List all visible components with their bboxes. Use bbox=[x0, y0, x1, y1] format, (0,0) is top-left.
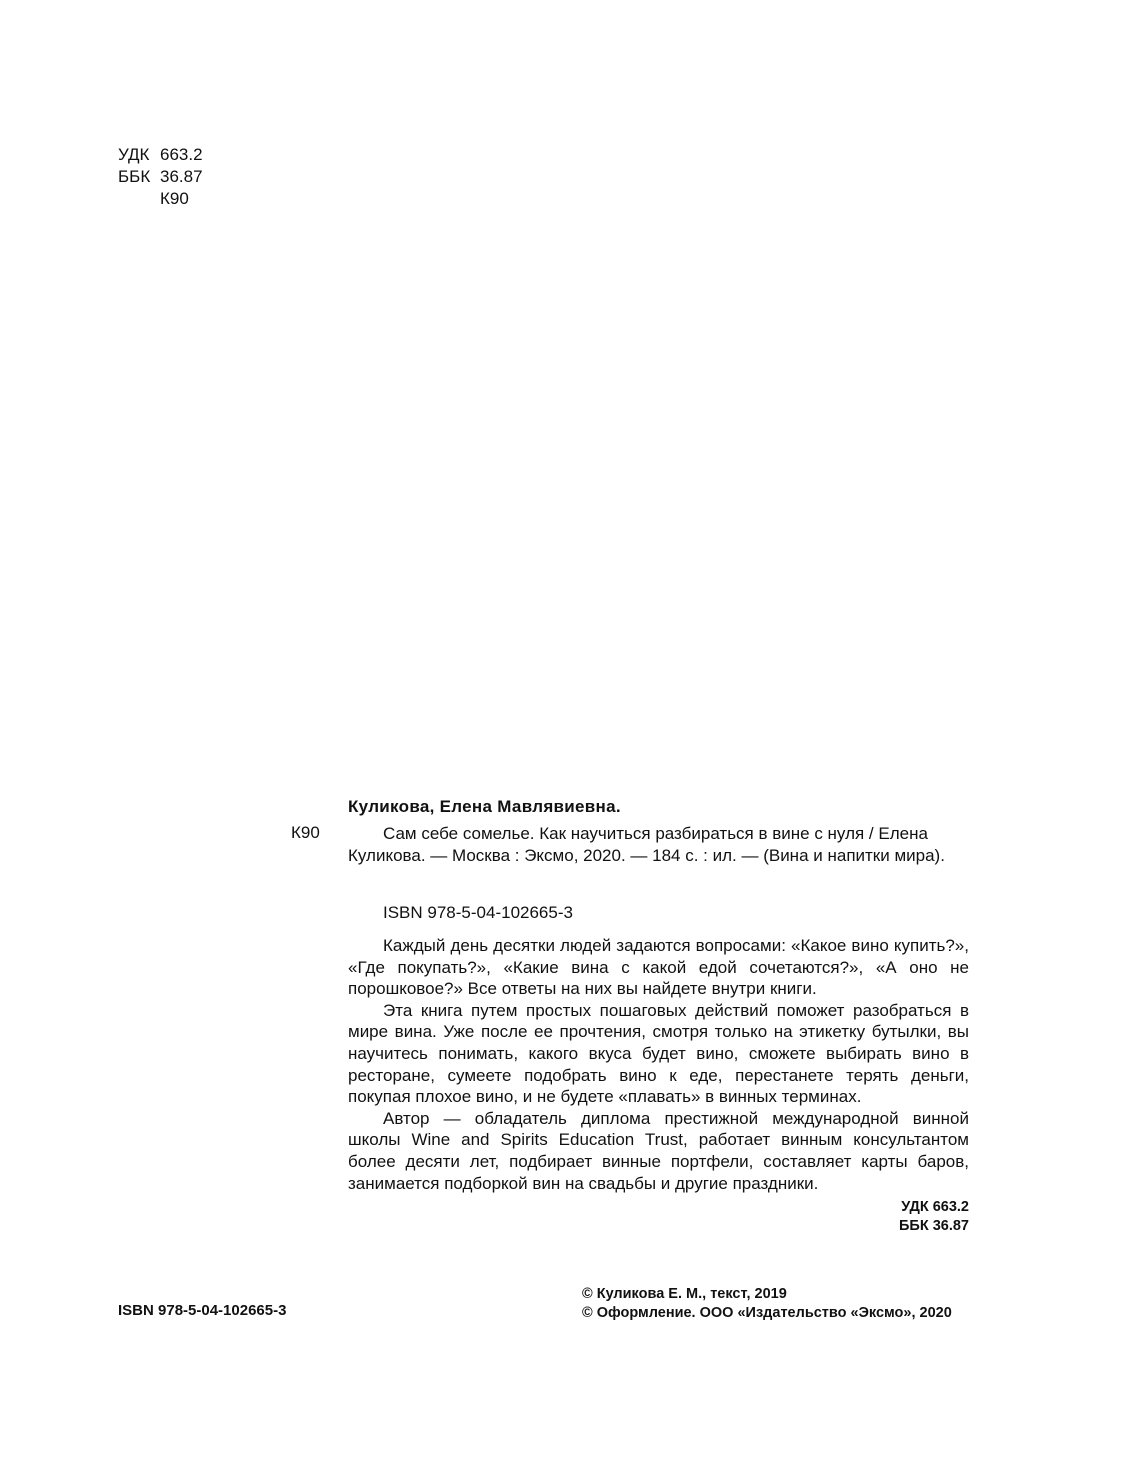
record-isbn: ISBN 978-5-04-102665-3 bbox=[383, 903, 573, 922]
bbk-line bbox=[118, 166, 203, 188]
annotation-paragraph: Каждый день десятки людей задаются вопросами: «Какое вино купить?», «Где покупать?», «Какие вина с какой едой сочетаются?», «А оно не порошковое?» Все ответы на них вы найдете внутри книги. bbox=[348, 936, 969, 999]
udk-value: 663.2 bbox=[160, 145, 203, 164]
record-bbk: ББК 36.87 bbox=[898, 1218, 969, 1234]
annotation-paragraph: Эта книга путем простых пошаговых действий поможет разобраться в мире вина. Уже после ее прочтения, смотря только на этикетку бутылки, вы научитесь понимать, какого вкуса будет вино, сможете выбирать вино в ресторане, сумеете подобрать вино к еде, перестанете терять деньги, покупая плохое вино, и не будете «плавать» в винных терминах. bbox=[348, 1000, 969, 1107]
annotation-paragraph: Автор — обладатель диплома престижной международной винной школы Wine and Spirits Education Trust, работает винным консультантом более десяти лет, подбирает винные портфели, составляет карты баров, занимается подборкой вин на свадьбы и другие праздники. bbox=[348, 1108, 969, 1193]
bbk-value: 36.87 bbox=[160, 167, 203, 186]
udk-label: УДК bbox=[118, 145, 150, 164]
record-udk: УДК 663.2 bbox=[901, 1199, 969, 1215]
bbk-label: ББК bbox=[118, 167, 151, 186]
copyright-text: © Куликова Е. М., текст, 2019 bbox=[582, 1286, 787, 1302]
copyright-block bbox=[582, 1285, 952, 1323]
record-title-statement bbox=[348, 823, 969, 866]
author-mark-top: К90 bbox=[160, 189, 189, 208]
record-author: Куликова, Елена Мавлявиевна. bbox=[348, 797, 621, 816]
copyright-design: © Оформление. ООО «Издательство «Эксмо», 2020 bbox=[582, 1305, 952, 1321]
record-classification bbox=[899, 1198, 969, 1236]
title-statement-text: Сам себе сомелье. Как научиться разбираться в вине с нуля / Елена Куликова. — Москва : Эксмо, 2020. — 184 с. : ил. — (Вина и напитки мира). bbox=[348, 824, 945, 865]
footer-isbn: ISBN 978-5-04-102665-3 bbox=[118, 1302, 287, 1319]
record-author-mark: К90 bbox=[291, 823, 320, 842]
record-annotation bbox=[348, 935, 969, 1194]
udk-line bbox=[118, 144, 203, 166]
